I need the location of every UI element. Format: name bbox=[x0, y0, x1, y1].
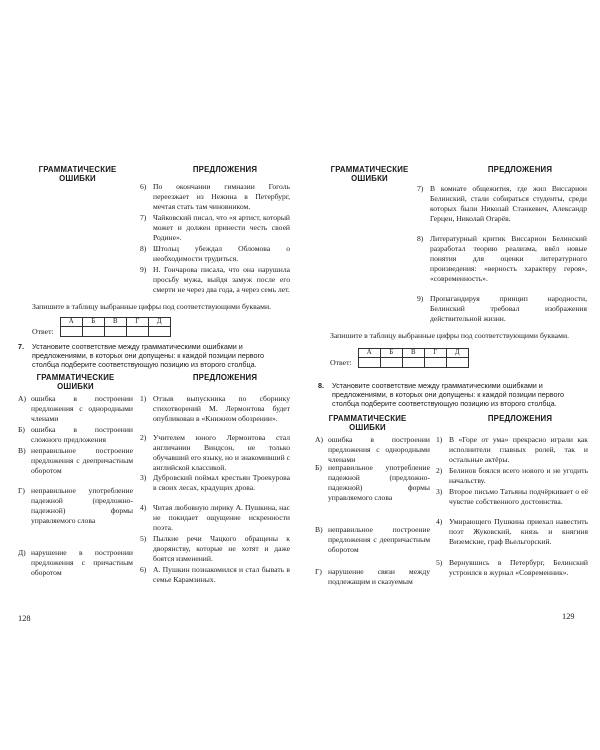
answer-cell[interactable] bbox=[148, 327, 170, 337]
answer-cell[interactable] bbox=[104, 327, 126, 337]
sentence-item: 2) Белинов боялся всего нового и не угодить начальству. bbox=[436, 466, 588, 485]
error-item: В) неправильное построение предложения с деепричастным оборотом bbox=[315, 525, 430, 554]
error-item: А) ошибка в построении предложения с однородными членами bbox=[315, 435, 430, 464]
error-item: Г) нарушение связи между подлежащим и сказуемым bbox=[315, 567, 430, 586]
answer-cell[interactable] bbox=[126, 327, 148, 337]
answer-cell[interactable] bbox=[82, 327, 104, 337]
sentence-item: 5) Вернувшись в Петербург, Белинский устроился в журнал «Современник». bbox=[436, 558, 588, 577]
answer-table bbox=[358, 348, 469, 368]
sentence-item: 6) А. Пушкин познакомился и стал бывать в семье Карамзиных. bbox=[140, 565, 290, 584]
task-number: 8. bbox=[318, 381, 324, 390]
right-page bbox=[300, 0, 600, 750]
errors-column-header: ГРАММАТИЧЕСКИЕ ОШИБКИ bbox=[36, 373, 115, 391]
answer-letter: В bbox=[104, 318, 126, 327]
sentence-item: 3) Второе письмо Татьяны подчёркивает о её чувстве собственного достоинства. bbox=[436, 487, 588, 506]
sentences-column-header: ПРЕДЛОЖЕНИЯ bbox=[192, 165, 258, 174]
answer-letter: В bbox=[402, 349, 424, 358]
answer-letter: Г bbox=[126, 318, 148, 327]
page-number: 128 bbox=[18, 614, 31, 623]
answer-letter: Б bbox=[380, 349, 402, 358]
answer-table bbox=[60, 317, 171, 337]
sentence-item: 8) Литературный критик Виссарион Белинский разработал теорию реализма, ввёл новые понятия для оценки литературного произведения: «верность характеру героя», «современность». bbox=[417, 234, 587, 283]
sentence-item: 2) Учителем юного Лермонтова стал англичанин Виндсон, не только обучавший его языку, но и знакомивший с английской классикой. bbox=[140, 433, 290, 472]
errors-column-header: ГРАММАТИЧЕСКИЕ ОШИБКИ bbox=[38, 165, 117, 183]
answer-label: Ответ: bbox=[32, 326, 54, 336]
error-item: В) неправильное построение предложения с деепричастным оборотом bbox=[18, 446, 133, 475]
sentences-column-header: ПРЕДЛОЖЕНИЯ bbox=[487, 414, 553, 423]
answer-letter: Б bbox=[82, 318, 104, 327]
sentence-item: 1) Отзыв выпускника по сборнику стихотворений М. Лермонтова будет опубликован в «Книжном обозрении». bbox=[140, 394, 290, 423]
task-8 bbox=[318, 381, 590, 409]
answer-cell[interactable] bbox=[424, 358, 446, 368]
sentence-item: 4) Умирающего Пушкина приехал навестить поэт Жуковский, князь и княгиня Виземские, граф Вьельгорский. bbox=[436, 517, 588, 546]
instruction-text: Запишите в таблицу выбранные цифры под соответствующими буквами. bbox=[32, 302, 271, 311]
sentence-item: 5) Пылкие речи Чацкого обращены к дворянству, которые не хотят и даже боятся изменений. bbox=[140, 534, 290, 563]
task-text: Установите соответствие между грамматическими ошибками и предложениями, в которых они допущены: к каждой позиции первого столбца подберите соответствующую позицию из второго столбца. bbox=[332, 381, 564, 409]
sentences-column-header: ПРЕДЛОЖЕНИЯ bbox=[487, 165, 553, 174]
instruction-text: Запишите в таблицу выбранные цифры под соответствующими буквами. bbox=[330, 331, 569, 340]
sentence-item: 1) В «Горе от ума» прекрасно играли как исполнители главных ролей, так и остальные актёры. bbox=[436, 435, 588, 464]
error-item: А) ошибка в построении предложения с однородными членами bbox=[18, 394, 133, 423]
sentence-item: 7) Чайковский писал, что «я артист, который может и должен принести честь своей Родине». bbox=[140, 213, 290, 242]
answer-cell[interactable] bbox=[402, 358, 424, 368]
answer-table-block bbox=[32, 317, 171, 337]
answer-label: Ответ: bbox=[330, 357, 352, 367]
answer-table-block bbox=[330, 348, 469, 368]
answer-cell[interactable] bbox=[358, 358, 380, 368]
errors-column-header: ГРАММАТИЧЕСКИЕ ОШИБКИ bbox=[328, 414, 407, 432]
answer-letter: А bbox=[60, 318, 82, 327]
answer-cell[interactable] bbox=[60, 327, 82, 337]
error-item: Б) ошибка в построении сложного предложения bbox=[18, 425, 133, 444]
sentence-item: 7) В комнате общежития, где жил Виссарион Белинский, стали собираться студенты, среди которых были Николай Станкевич, Александр Герцен, Николай Огарёв. bbox=[417, 184, 587, 223]
error-item: Д) нарушение в построении предложения с причастным оборотом bbox=[18, 548, 133, 577]
sentence-item: 9) Пропагандируя принцип народности, Белинский требовал изображения действительной жизни. bbox=[417, 294, 587, 323]
sentence-item: 3) Дубровский поймал крестьян Троекурова в своих лесах, крадущих дрова. bbox=[140, 473, 290, 492]
answer-letter: Д bbox=[148, 318, 170, 327]
answer-letter: Г bbox=[424, 349, 446, 358]
task-7 bbox=[18, 342, 290, 370]
errors-column-header: ГРАММАТИЧЕСКИЕ ОШИБКИ bbox=[330, 165, 409, 183]
page-number: 129 bbox=[562, 612, 575, 621]
sentence-item: 4) Читая любовную лирику А. Пушкина, нас не покидает ощущение искренности поэта. bbox=[140, 503, 290, 532]
task-number: 7. bbox=[18, 342, 24, 351]
sentences-column-header: ПРЕДЛОЖЕНИЯ bbox=[192, 373, 258, 382]
sentence-item: 8) Штольц убеждал Обломова о необходимости трудиться. bbox=[140, 244, 290, 263]
answer-cell[interactable] bbox=[446, 358, 468, 368]
task-text: Установите соответствие между грамматическими ошибками и предложениями, в которых они допущены: к каждой позиции первого столбца подберите соответствующую позицию из второго столбца. bbox=[32, 342, 264, 370]
sentence-item: 9) Н. Гончарова писала, что она нарушила просьбу мужа, выйдя замуж после его смерти не через два года, а через семь лет. bbox=[140, 265, 290, 294]
answer-cell[interactable] bbox=[380, 358, 402, 368]
error-item: Б) неправильное употребление падежной (предложно-падежной) формы управляемого слова bbox=[315, 463, 430, 502]
answer-letter: Д bbox=[446, 349, 468, 358]
answer-letter: А bbox=[358, 349, 380, 358]
error-item: Г) неправильное употребление падежной (предложно-падежной) формы управляемого слова bbox=[18, 486, 133, 525]
sentence-item: 6) По окончании гимназии Гоголь переезжает из Нежина в Петербург, мечтая стать там чиновником. bbox=[140, 182, 290, 211]
